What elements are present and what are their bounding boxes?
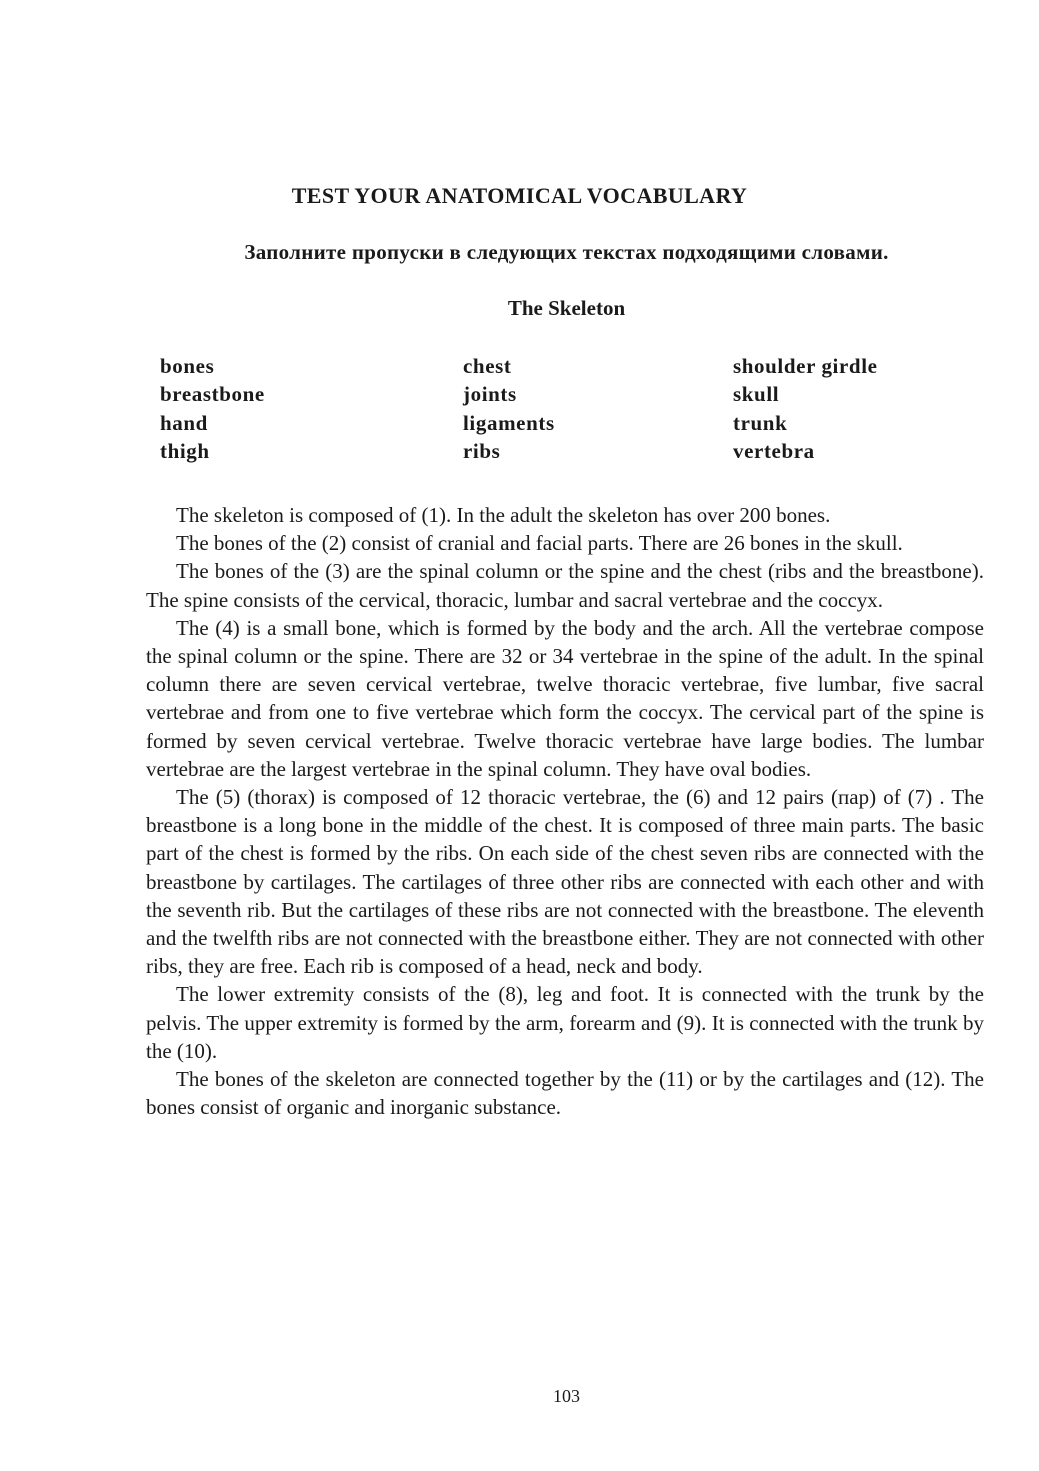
word-bank bbox=[160, 352, 920, 468]
word-bank-column bbox=[463, 352, 555, 465]
exercise-instruction: Заполните пропуски в следующих текстах подходящими словами. bbox=[244, 240, 889, 264]
paragraph: The skeleton is composed of (1). In the adult the skeleton has over 200 bones. bbox=[176, 503, 831, 527]
exercise-text bbox=[146, 501, 984, 1121]
paragraph: The bones of the (3) are the spinal column or the spine and the chest (ribs and the breastbone). The spine consists of the cervical, thoracic, lumbar and sacral vertebrae and the coccyx. bbox=[146, 559, 984, 612]
page-number: 103 bbox=[553, 1386, 580, 1406]
section-title: The Skeleton bbox=[507, 296, 626, 320]
paragraph: The (4) is a small bone, which is formed by the body and the arch. All the vertebrae compose the spinal column or the spine. There are 32 or 34 vertebrae in the spine of the adult. In the spinal column there are seven cervical vertebrae, twelve thoracic vertebrae, five lumbar, five sacral vertebrae and from one to five vertebrae which form the coccyx. The cervical part of the spine is formed by seven cervical vertebrae. Twelve thoracic vertebrae have large bodies. The lumbar vertebrae are the largest vertebrae in the spinal column. They have oval bodies. bbox=[146, 615, 984, 781]
paragraph: The bones of the skeleton are connected together by the (11) or by the cartilages and (12). The bones consist of organic and inorganic substance. bbox=[146, 1067, 984, 1120]
paragraph: The (5) (thorax) is composed of 12 thoracic vertebrae, the (6) and 12 pairs (пар) of (7) . The breastbone is a long bone in the middle of the chest. It is composed of three main parts. The basic part of the chest is formed by the ribs. On each side of the chest seven ribs are connected with the breastbone by cartilages. The cartilages of three other ribs are connected with each other and with the seventh rib. But the cartilages of these ribs are not connected with the breastbone. The eleventh and the twelfth ribs are not connected with the breastbone either. They are not connected with other ribs, they are free. Each rib is composed of a head, neck and body. bbox=[146, 785, 984, 979]
word-bank-item: vertebra bbox=[733, 438, 815, 463]
word-bank-item: ribs bbox=[463, 438, 501, 463]
word-bank-column bbox=[160, 352, 265, 465]
paragraph: The bones of the (2) consist of cranial and facial parts. There are 26 bones in the skull. bbox=[176, 531, 903, 556]
word-bank-item: shoulder girdle bbox=[733, 354, 878, 378]
word-bank-item: skull bbox=[733, 382, 780, 407]
page-title: TEST YOUR ANATOMICAL VOCABULARY bbox=[291, 183, 748, 208]
word-bank-item: trunk bbox=[733, 410, 788, 435]
word-bank-item: hand bbox=[160, 410, 208, 435]
word-bank-item: ligaments bbox=[463, 410, 555, 435]
word-bank-item: breastbone bbox=[160, 382, 265, 407]
word-bank-column bbox=[733, 352, 878, 465]
word-bank-item: joints bbox=[463, 382, 517, 407]
paragraph: The lower extremity consists of the (8), leg and foot. It is connected with the trunk by the pelvis. The upper extremity is formed by the arm, forearm and (9). It is connected with the trunk by the (10). bbox=[146, 982, 984, 1063]
word-bank-item: thigh bbox=[160, 438, 210, 463]
word-bank-item: chest bbox=[463, 354, 512, 378]
word-bank-item: bones bbox=[160, 354, 215, 378]
